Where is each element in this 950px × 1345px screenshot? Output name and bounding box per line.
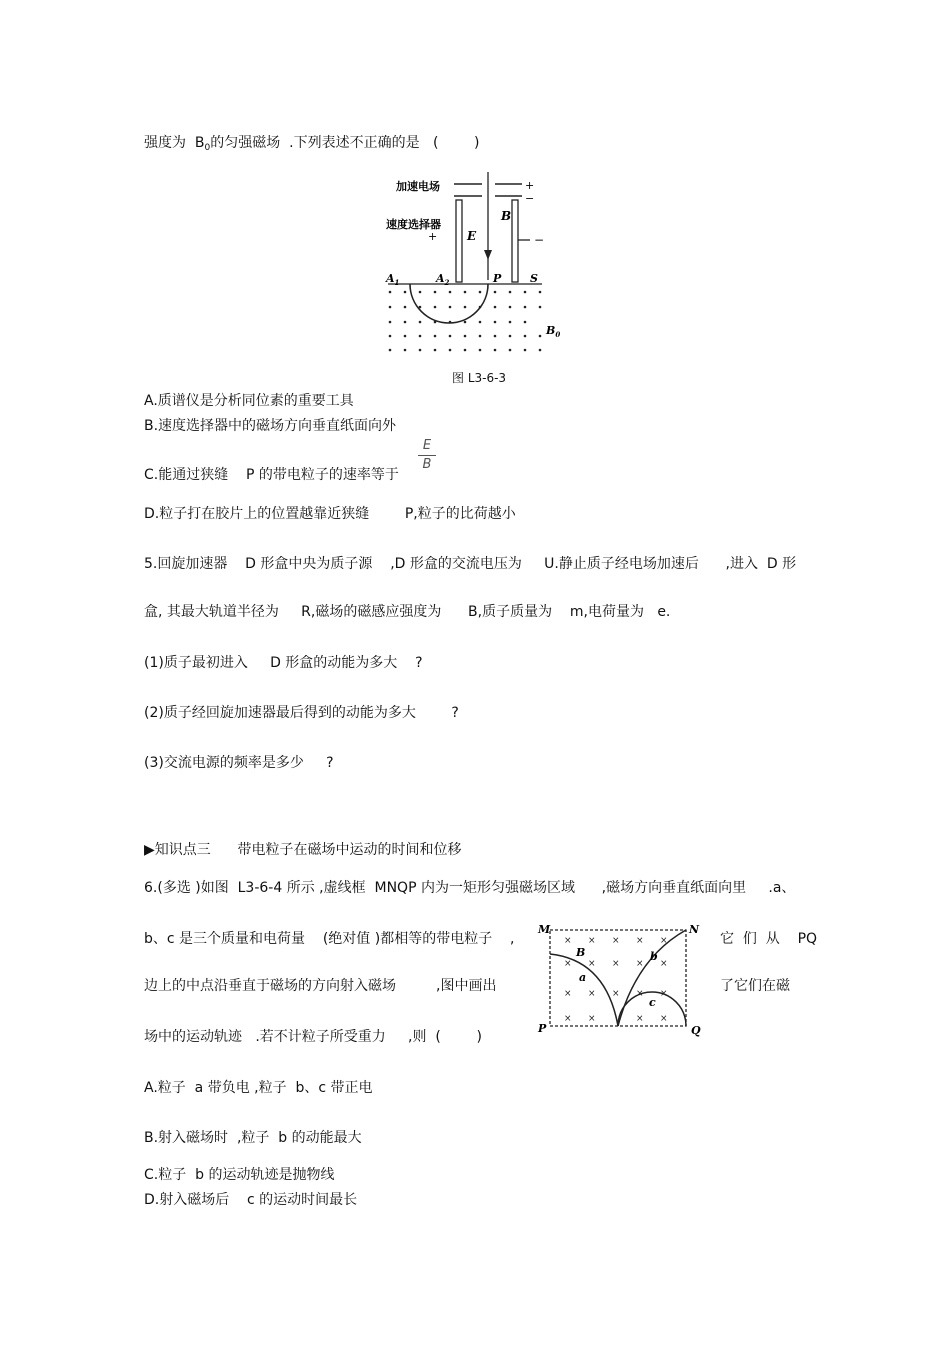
q6-line2-left: b、c 是三个质量和电荷量 (绝对值 )都相等的带电粒子 , xyxy=(144,931,515,947)
svg-text:×: × xyxy=(612,936,620,946)
label-minus-right: − xyxy=(534,233,545,247)
label-field-B: B xyxy=(576,946,586,959)
label-N: N xyxy=(689,923,700,936)
fraction-denominator: B xyxy=(422,457,432,472)
q4-option-c: C.能通过狭缝 P 的带电粒子的速率等于 xyxy=(144,467,399,483)
label-S: S xyxy=(530,272,538,285)
svg-text:×: × xyxy=(660,959,668,969)
label-a: a xyxy=(579,971,587,984)
label-plus-top: + xyxy=(525,179,535,192)
label-B: B xyxy=(501,209,512,223)
svg-text:×: × xyxy=(660,936,668,946)
q5-sub1: (1)质子最初进入 D 形盒的动能为多大 ? xyxy=(144,655,423,671)
q5-sub2: (2)质子经回旋加速器最后得到的动能为多大 ? xyxy=(144,705,459,721)
figure-caption: 图 L3-6-3 xyxy=(452,371,507,385)
q6-option-b: B.射入磁场时 ,粒子 b 的动能最大 xyxy=(144,1130,362,1146)
section-title: ▶知识点三 带电粒子在磁场中运动的时间和位移 xyxy=(144,842,462,858)
svg-text:×: × xyxy=(564,1014,572,1024)
svg-text:×: × xyxy=(612,989,620,999)
label-plus-left: + xyxy=(428,230,438,243)
svg-text:×: × xyxy=(588,1014,596,1024)
q6-line3-left: 边上的中点沿垂直于磁场的方向射入磁场 ,图中画出 xyxy=(144,978,497,994)
label-P: P xyxy=(538,1022,547,1035)
figure-mass-spectrometer xyxy=(380,172,570,362)
label-A2: $A_2$ xyxy=(436,272,450,287)
q6-option-a: A.粒子 a 带负电 ,粒子 b、c 带正电 xyxy=(144,1080,373,1096)
label-E: E xyxy=(467,229,477,243)
q6-line3-right: 了它们在磁 xyxy=(720,978,790,994)
svg-text:×: × xyxy=(588,959,596,969)
q6-option-c: C.粒子 b 的运动轨迹是抛物线 xyxy=(144,1167,335,1183)
q6-option-d: D.射入磁场后 c 的运动时间最长 xyxy=(144,1192,358,1208)
fraction-numerator: E xyxy=(422,438,432,453)
q4-option-a: A.质谱仪是分析同位素的重要工具 xyxy=(144,393,354,409)
q6-line4: 场中的运动轨迹 .若不计粒子所受重力 ,则 ( ) xyxy=(144,1029,482,1045)
svg-text:×: × xyxy=(636,936,644,946)
label-A1: $A_1$ xyxy=(386,272,400,287)
svg-text:×: × xyxy=(588,989,596,999)
svg-text:×: × xyxy=(636,989,644,999)
svg-text:×: × xyxy=(564,989,572,999)
label-minus-top: − xyxy=(525,192,535,205)
q4-option-b: B.速度选择器中的磁场方向垂直纸面向外 xyxy=(144,418,397,434)
label-B0: $B_0$ xyxy=(546,324,561,339)
figure-magnetic-field-box xyxy=(536,920,708,1040)
svg-text:×: × xyxy=(636,959,644,969)
svg-text:×: × xyxy=(612,959,620,969)
q5-line1: 5.回旋加速器 D 形盒中央为质子源 ,D 形盒的交流电压为 U.静止质子经电场加速后 ,进入 D 形 xyxy=(144,556,797,572)
field-dots xyxy=(389,291,542,352)
svg-text:×: × xyxy=(660,989,668,999)
svg-text:×: × xyxy=(564,936,572,946)
q6-line1: 6.(多选 )如图 L3-6-4 所示 ,虚线框 MNQP 内为一矩形匀强磁场区域 ,磁场方向垂直纸面向里 .a、 xyxy=(144,880,796,896)
q6-line2-right: 它 们 从 PQ xyxy=(720,931,818,947)
label-M: M xyxy=(538,923,551,936)
label-velocity-selector: 速度选择器 xyxy=(386,218,441,231)
q5-line2: 盒, 其最大轨道半径为 R,磁场的磁感应强度为 B,质子质量为 m,电荷量为 e. xyxy=(144,604,671,620)
label-P: P xyxy=(493,272,502,285)
svg-text:×: × xyxy=(636,1014,644,1024)
q5-sub3: (3)交流电源的频率是多少 ? xyxy=(144,755,334,771)
q4-intro: 强度为 $B_0$的匀强磁场 .下列表述不正确的是 ( ) xyxy=(144,135,480,153)
svg-text:×: × xyxy=(660,1014,668,1024)
label-Q: Q xyxy=(691,1024,701,1037)
label-b: b xyxy=(650,950,658,963)
label-accel-field: 加速电场 xyxy=(396,180,440,193)
q4-option-d: D.粒子打在胶片上的位置越靠近狭缝 P,粒子的比荷越小 xyxy=(144,506,516,522)
svg-text:×: × xyxy=(564,959,572,969)
section-marker-icon: ▶ xyxy=(144,842,155,858)
fraction-bar xyxy=(418,455,436,456)
fraction-e-over-b xyxy=(418,438,436,473)
svg-text:×: × xyxy=(588,936,596,946)
label-c: c xyxy=(649,996,656,1009)
